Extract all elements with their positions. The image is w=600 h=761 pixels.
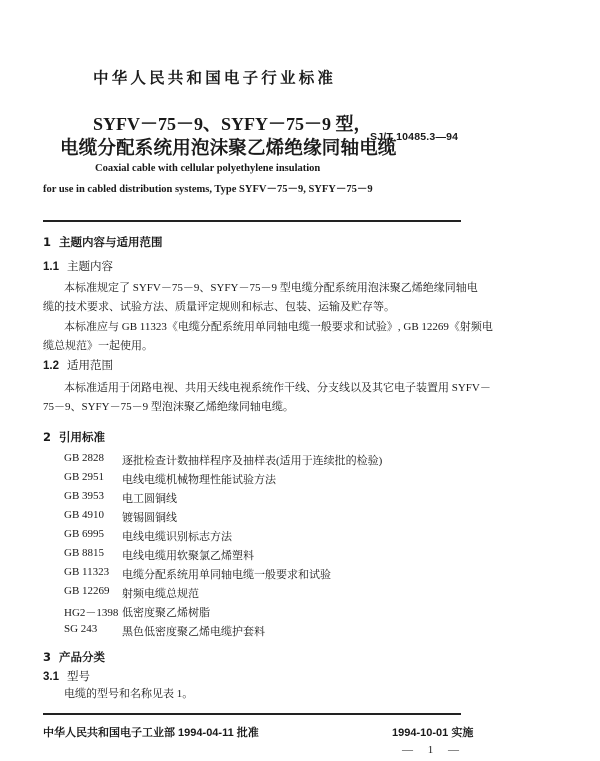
section-1-2-heading: [43, 357, 113, 373]
section-number: 3: [43, 650, 52, 664]
paragraph-line: 缆总规范》一起使用。: [43, 340, 153, 352]
section-title: 主题内容与适用范围: [59, 235, 163, 249]
section-number: 1.2: [43, 360, 59, 372]
paragraph-line: 本标准应与 GB 11323《电缆分配系统用单同轴电缆一般要求和试验》, GB 12269《射频电: [64, 321, 493, 333]
section-1-heading: [43, 234, 163, 250]
section-title: 产品分类: [59, 650, 105, 664]
section-3-1-heading: [43, 668, 90, 684]
ref-title: 电缆分配系统用单同轴电缆一般要求和试验: [122, 569, 331, 581]
ref-title: 射频电缆总规范: [122, 588, 199, 600]
standard-code: SJ/T 10485.3—94: [370, 131, 459, 143]
paragraph-line: 电缆的型号和名称见表 1。: [64, 688, 194, 700]
section-3-heading: [43, 649, 105, 665]
ref-code: GB 12269: [64, 585, 110, 597]
paragraph-line: 缆的技术要求、试验方法、质量评定规则和标志、包装、运输及贮存等。: [43, 301, 395, 313]
section-title: 适用范围: [67, 358, 113, 372]
ref-title: 电工圆铜线: [122, 493, 177, 505]
ref-code: GB 2951: [64, 471, 105, 483]
document-title-line1: SYFV－75－9、SYFY－75－9 型，: [93, 114, 372, 134]
ref-title: 电线电缆用软聚氯乙烯塑料: [122, 550, 254, 562]
page-number: — 1 —: [402, 744, 465, 756]
ref-code: SG 243: [64, 623, 98, 635]
implementation-date: 1994-10-01 实施: [392, 727, 474, 739]
ref-title: 低密度聚乙烯树脂: [122, 607, 210, 619]
issuing-body-heading: 中华人民共和国电子行业标准: [93, 69, 337, 87]
ref-code: GB 8815: [64, 547, 105, 559]
ref-title: 电线电缆机械物理性能试验方法: [122, 474, 276, 486]
section-number: 1: [43, 235, 52, 249]
ref-title: 黑色低密度聚乙烯电缆护套料: [122, 626, 265, 638]
ref-code: GB 4910: [64, 509, 105, 521]
section-title: 引用标准: [59, 430, 105, 444]
paragraph-line: 本标准适用于闭路电视、共用天线电视系统作干线、分支线以及其它电子装置用 SYFV－: [64, 382, 491, 394]
ref-code: GB 2828: [64, 452, 105, 464]
ref-code: GB 3953: [64, 490, 105, 502]
footer-divider: [43, 713, 461, 715]
header-divider: [43, 220, 461, 222]
english-title-line2: for use in cabled distribution systems, Type SYFV－75－9, SYFY－75－9: [43, 184, 373, 195]
paragraph-line: 本标准规定了 SYFV－75－9、SYFY－75－9 型电缆分配系统用泡沫聚乙烯绝缘同轴电: [64, 282, 478, 294]
section-number: 1.1: [43, 261, 59, 273]
english-title-line1: Coaxial cable with cellular polyethylene insulation: [95, 163, 321, 174]
ref-title: 逐批检查计数抽样程序及抽样表(适用于连续批的检验): [122, 455, 383, 467]
document-title-line2: 电缆分配系统用泡沫聚乙烯绝缘同轴电缆: [60, 138, 397, 159]
section-1-1-heading: [43, 258, 113, 274]
section-number: 3.1: [43, 671, 59, 683]
section-title: 型号: [67, 669, 90, 683]
approval-line: 中华人民共和国电子工业部 1994-04-11 批准: [43, 727, 259, 739]
ref-code: GB 6995: [64, 528, 105, 540]
ref-code: GB 11323: [64, 566, 110, 578]
ref-code: HG2－1398: [64, 607, 119, 619]
ref-title: 电线电缆识别标志方法: [122, 531, 232, 543]
paragraph-line: 75－9、SYFY－75－9 型泡沫聚乙烯绝缘同轴电缆。: [43, 401, 294, 413]
section-2-heading: [43, 429, 105, 445]
section-number: 2: [43, 430, 52, 444]
section-title: 主题内容: [67, 259, 113, 273]
ref-title: 镀锡圆铜线: [122, 512, 177, 524]
